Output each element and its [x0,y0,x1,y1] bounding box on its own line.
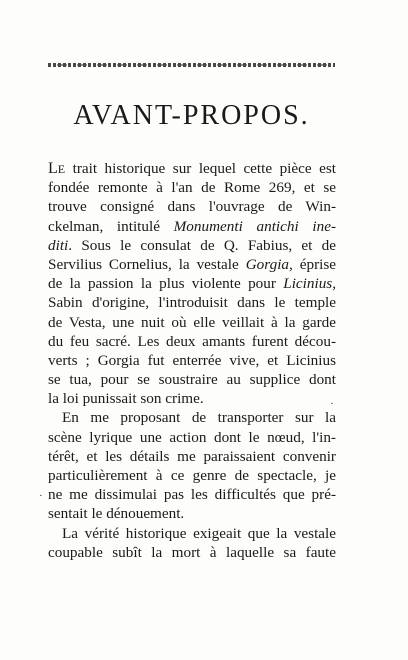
text-line-19: sentait le dénouement. [48,505,185,523]
body-text [48,159,336,562]
stray-mark-icon: · [39,490,43,502]
text-line-21: coupable subît la mort à laquelle sa faute [48,543,336,561]
text-line-9: de Vesta, une nuit où elle veillait à la garde [48,313,336,331]
text-line-10: du feu sacré. Les deux amants furent décou- [48,332,336,350]
text-line-18: ne me dissimulai pas les difficultés que pré- [48,486,336,504]
text-line-5: diti. Sous le consulat de Q. Fabius, et de [48,236,336,254]
text-line-6: Servilius Cornelius, la vestale Gorgia, éprise [48,255,337,273]
text-line-11: verts ; Gorgia fut enterrée vive, et Licinius [48,351,336,369]
text-line-12: se tua, pour se soustraire au supplice dont [48,371,336,389]
text-line-16: térêt, et les détails me paraissaient convenir [48,447,336,465]
stray-mark-icon: · [330,398,334,410]
text-line-13: la loi punissait son crime. [48,390,204,408]
text-line-14: En me proposant de transporter sur la [62,409,336,427]
text-line-7: de la passion la plus violente pour Licinius, [48,275,336,293]
page-title: AVANT-PROPOS. [73,100,310,131]
text-line-4: ckelman, intitulé Monumenti antichi ine- [48,217,336,235]
text-line-2: fondée remonte à l'an de Rome 269, et se [48,179,336,197]
text-line-1: LE trait historique sur lequel cette pièce est [48,160,336,177]
text-line-20: La vérité historique exigeait que la vestale [62,524,336,542]
ornamental-rule [48,63,335,67]
text-line-15: scène lyrique une action dont le nœud, l'in- [48,428,336,446]
text-line-17: particulièrement à ce genre de spectacle, je [48,467,336,484]
text-line-3: trouve consigné dans l'ouvrage de Win- [48,198,336,216]
text-line-8: Sabin d'origine, l'introduisit dans le temple [48,294,336,312]
